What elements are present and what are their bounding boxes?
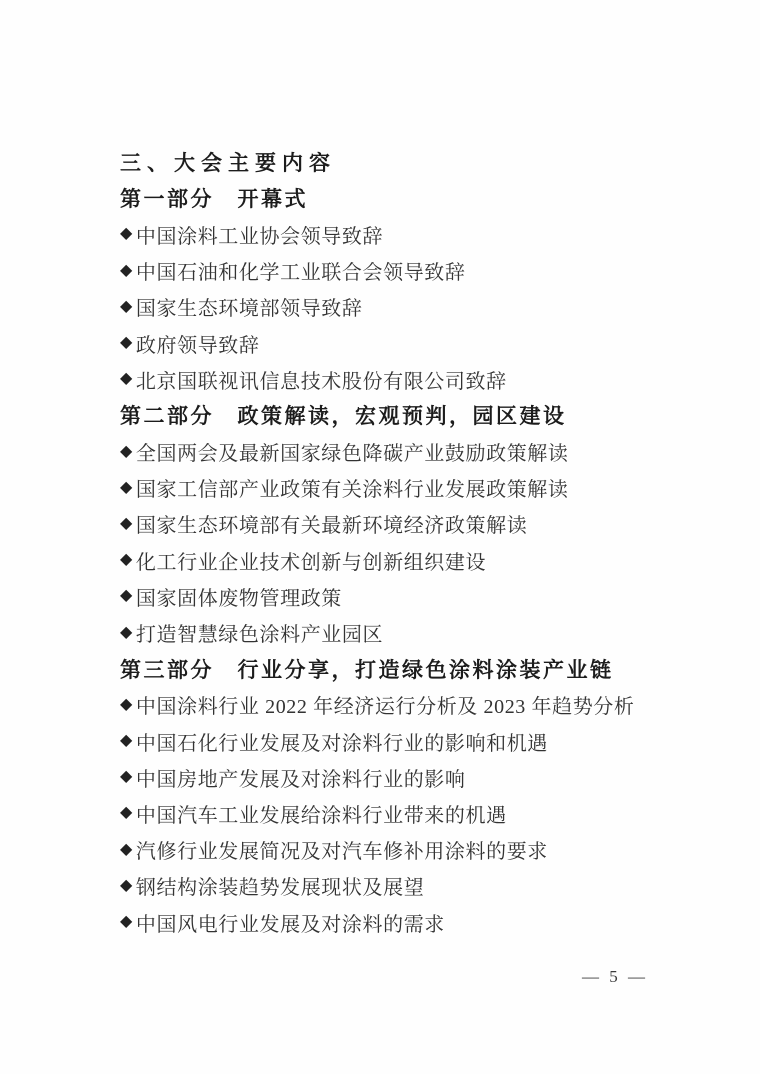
- list-item: [120, 253, 635, 289]
- diamond-bullet-icon: ◆: [120, 551, 133, 569]
- list-item: [120, 578, 635, 614]
- diamond-bullet-icon: ◆: [120, 623, 133, 641]
- diamond-bullet-icon: ◆: [120, 478, 133, 496]
- section-heading-3: 第三部分 行业分享，打造绿色涂料涂装产业链: [120, 657, 614, 682]
- section-heading-1: 第一部分 开幕式: [120, 187, 308, 212]
- list-item-text: 钢结构涂装趋势发展现状及展望: [135, 877, 425, 900]
- diamond-bullet-icon: ◆: [120, 261, 133, 279]
- diamond-bullet-icon: ◆: [120, 370, 133, 388]
- list-item: [120, 325, 635, 361]
- list-item: [120, 723, 635, 759]
- list-item-text: 国家固体废物管理政策: [135, 587, 342, 610]
- list-item-text: 全国两会及最新国家绿色降碳产业鼓励政策解读: [135, 443, 569, 466]
- list-item-text: 中国风电行业发展及对涂料的需求: [135, 913, 445, 936]
- list-item: [120, 542, 635, 578]
- list-item: [120, 795, 635, 831]
- list-item-text: 中国房地产发展及对涂料行业的影响: [135, 768, 466, 791]
- list-item-text: 中国石油和化学工业联合会领导致辞: [135, 262, 466, 285]
- list-item-text: 打造智慧绿色涂料产业园区: [135, 624, 384, 647]
- list-item-text: 中国汽车工业发展给涂料行业带来的机遇: [135, 804, 507, 827]
- section-heading-2: 第二部分 政策解读，宏观预判，园区建设: [120, 404, 567, 429]
- diamond-bullet-icon: ◆: [120, 297, 133, 315]
- list-item: [120, 506, 635, 542]
- list-item: [120, 868, 635, 904]
- diamond-bullet-icon: ◆: [120, 587, 133, 605]
- list-item: [120, 904, 635, 940]
- diamond-bullet-icon: ◆: [120, 768, 133, 786]
- diamond-bullet-icon: ◆: [120, 840, 133, 858]
- diamond-bullet-icon: ◆: [120, 732, 133, 750]
- list-item: [120, 759, 635, 795]
- list-item-text: 国家生态环境部领导致辞: [135, 298, 363, 321]
- page-number: — 5 —: [582, 967, 648, 986]
- list-item-text: 中国涂料工业协会领导致辞: [135, 225, 384, 248]
- diamond-bullet-icon: ◆: [120, 442, 133, 460]
- list-item: [120, 470, 635, 506]
- list-item: [120, 289, 635, 325]
- list-item-text: 化工行业企业技术创新与创新组织建设: [135, 551, 487, 574]
- list-item-text: 政府领导致辞: [135, 334, 260, 357]
- list-item-text: 国家生态环境部有关最新环境经济政策解读: [135, 515, 528, 538]
- document-content: [120, 144, 635, 940]
- list-item: [120, 687, 635, 723]
- list-item-text: 国家工信部产业政策有关涂料行业发展政策解读: [135, 479, 569, 502]
- list-item: [120, 434, 635, 470]
- list-item-text: 北京国联视讯信息技术股份有限公司致辞: [135, 370, 507, 393]
- diamond-bullet-icon: ◆: [120, 334, 133, 352]
- diamond-bullet-icon: ◆: [120, 695, 133, 713]
- list-item: [120, 832, 635, 868]
- list-item-text: 中国石化行业发展及对涂料行业的影响和机遇: [135, 732, 548, 755]
- diamond-bullet-icon: ◆: [120, 876, 133, 894]
- diamond-bullet-icon: ◆: [120, 913, 133, 931]
- list-item-text: 中国涂料行业 2022 年经济运行分析及 2023 年趋势分析: [135, 696, 635, 719]
- list-item: [120, 216, 635, 252]
- diamond-bullet-icon: ◆: [120, 514, 133, 532]
- page-title: 三、大会主要内容: [120, 152, 336, 176]
- diamond-bullet-icon: ◆: [120, 225, 133, 243]
- list-item-text: 汽修行业发展简况及对汽车修补用涂料的要求: [135, 841, 548, 864]
- list-item: [120, 361, 635, 397]
- list-item: [120, 614, 635, 650]
- diamond-bullet-icon: ◆: [120, 804, 133, 822]
